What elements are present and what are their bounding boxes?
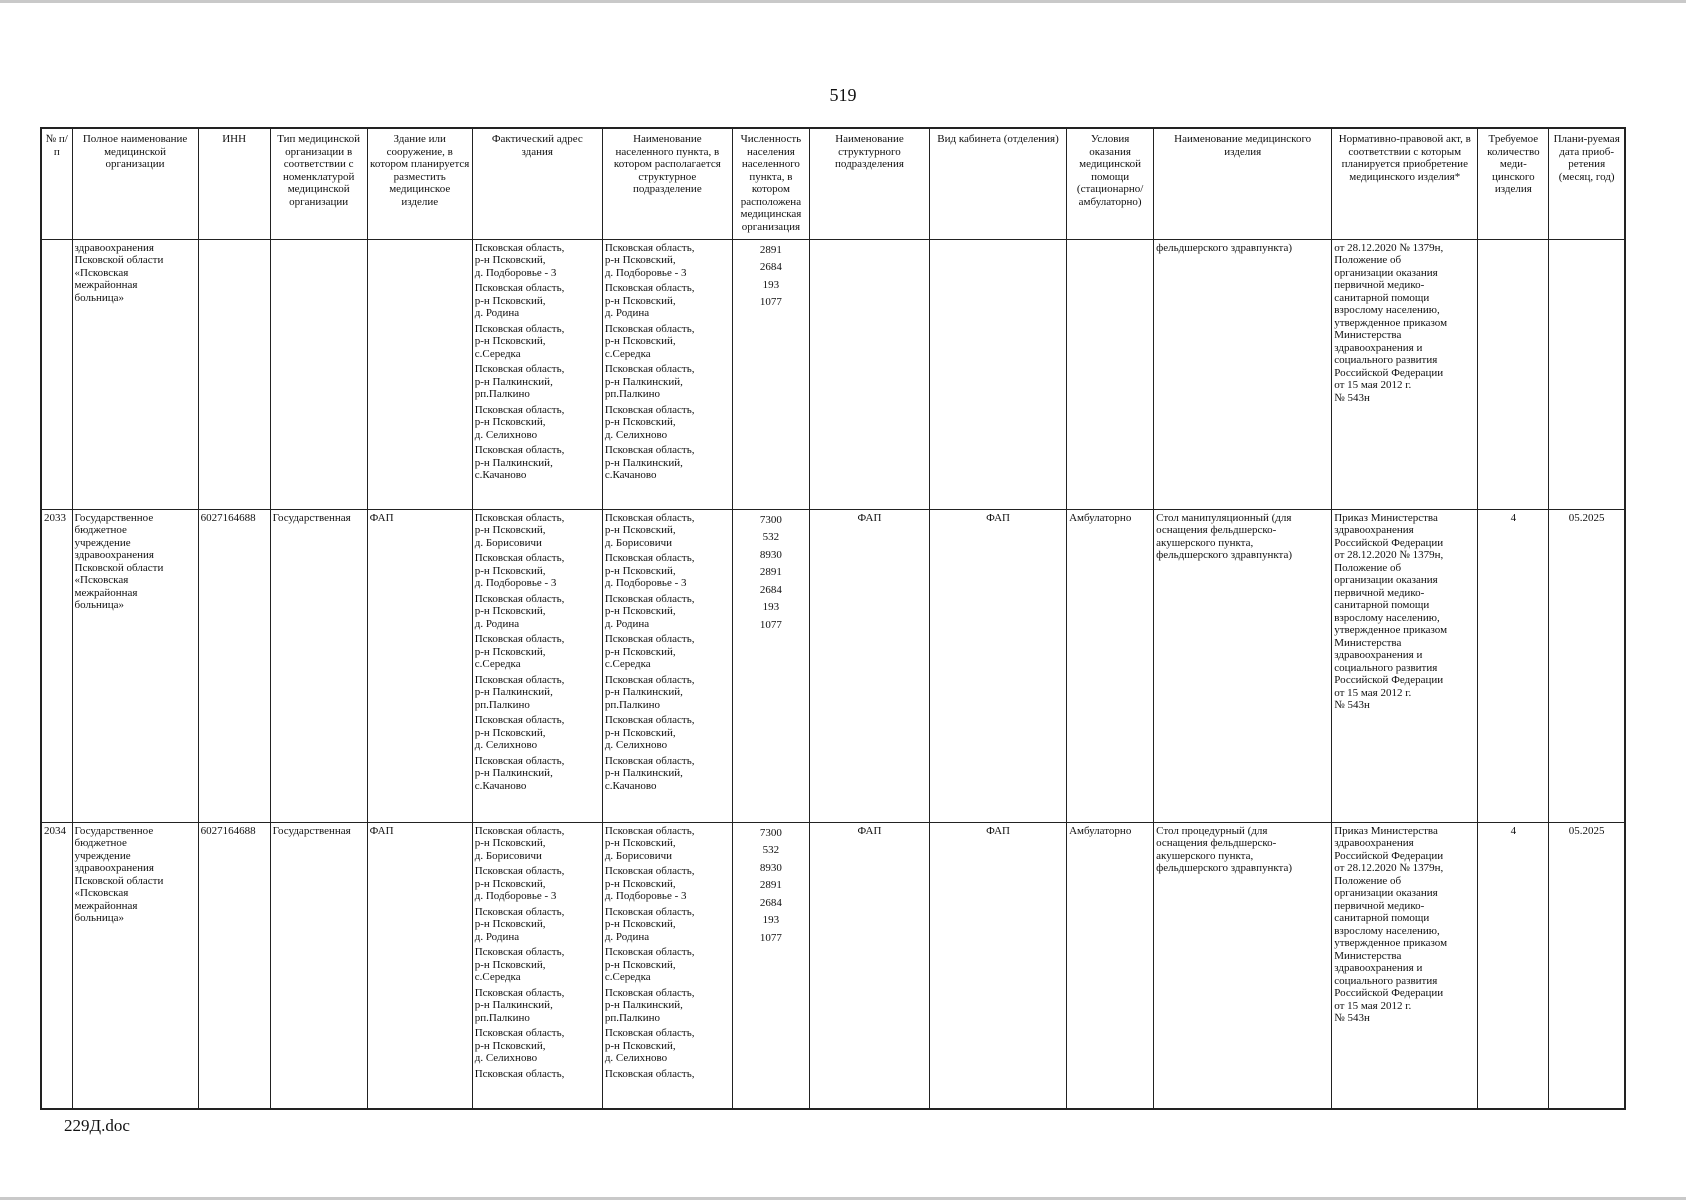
- cell-org-type: [270, 509, 367, 822]
- cell-conditions: [1067, 822, 1154, 1109]
- cell-device: [1154, 239, 1332, 509]
- cell-cabinet: [930, 822, 1067, 1109]
- settlement-block: Псковская область, р-н Псковский, д. Родина: [604, 282, 695, 319]
- table-row: [41, 822, 1625, 1109]
- col-header-conditions: Условия оказания медицинской помощи (стационарно/ амбулаторно): [1067, 128, 1154, 239]
- col-header-actual-address: Фактический адрес здания: [472, 128, 602, 239]
- cell-inn-text: 6027164688: [200, 511, 256, 524]
- cell-building: [367, 239, 472, 509]
- cell-building-text: ФАП: [369, 511, 394, 524]
- cell-population: [732, 509, 809, 822]
- population-value: 193: [762, 601, 780, 613]
- cell-settlement: [602, 509, 732, 822]
- cell-settlement: [602, 239, 732, 509]
- col-header-org-name: Полное наименование медицинской организации: [72, 128, 198, 239]
- settlement-block: Псковская область, р-н Палкинский, рп.Палкино: [604, 363, 695, 400]
- cell-settlement: [602, 822, 732, 1109]
- cell-org-name-text: Государственное бюджетное учреждение здравоохранения Псковской области «Псковская межрайонная больница»: [74, 824, 164, 924]
- cell-org-type: [270, 822, 367, 1109]
- settlement-block: Псковская область, р-н Псковский, д. Селихново: [604, 403, 695, 441]
- cell-num-text: 2034: [44, 824, 66, 837]
- cell-inn: [198, 239, 270, 509]
- cell-quantity: [1478, 239, 1549, 509]
- cell-quantity: [1478, 822, 1549, 1109]
- cell-num: [41, 509, 72, 822]
- population-value: 2891: [759, 566, 782, 578]
- cell-device-text: Стол манипуляционный (для оснащения фельдшерско- акушерского пункта, фельдшерского здравпункта): [1156, 511, 1293, 561]
- cell-cabinet: [930, 239, 1067, 509]
- cell-device-text: Стол процедурный (для оснащения фельдшерско- акушерского пункта, фельдшерского здравпункта): [1156, 824, 1293, 874]
- address-block: Псковская область,: [474, 1067, 565, 1080]
- col-header-legal-act: Нормативно-правовой акт, в соответствии с которым планируется приобретение медицинского изделия*: [1332, 128, 1478, 239]
- cell-legal-act: [1332, 509, 1478, 822]
- address-block: Псковская область, р-н Псковский, д. Подборовье - 3: [474, 552, 565, 589]
- cell-subdivision-text: ФАП: [857, 511, 882, 524]
- col-header-quantity: Требуемое количество меди-цинского изделия: [1478, 128, 1549, 239]
- cell-num-text: 2033: [44, 511, 66, 524]
- cell-actual-address: [472, 822, 602, 1109]
- cell-quantity: [1478, 509, 1549, 822]
- cell-inn: [198, 822, 270, 1109]
- address-block: Псковская область, р-н Палкинский, рп.Палкино: [474, 363, 565, 400]
- address-block: Псковская область, р-н Палкинский, рп.Палкино: [474, 673, 565, 711]
- settlement-block: Псковская область, р-н Псковский, д. Родина: [604, 592, 695, 630]
- address-block: Псковская область, р-н Псковский, д. Борисовичи: [474, 511, 565, 549]
- equipment-table: [40, 127, 1626, 1110]
- cell-date: [1549, 822, 1625, 1109]
- population-value: 2891: [759, 243, 782, 256]
- cell-legal-act: [1332, 239, 1478, 509]
- population-value: 7300: [759, 513, 782, 526]
- settlement-block: Псковская область, р-н Псковский, д. Подборовье - 3: [604, 865, 695, 902]
- cell-org-name-text: здравоохранения Псковской области «Псковская межрайонная больница»: [74, 241, 164, 304]
- address-block: Псковская область, р-н Псковский, с.Середка: [474, 322, 565, 360]
- address-block: Псковская область, р-н Палкинский, с.Качаново: [474, 444, 565, 481]
- population-value: 193: [762, 914, 780, 926]
- cell-org-type: [270, 239, 367, 509]
- cell-date: [1549, 239, 1625, 509]
- cell-device-text: фельдшерского здравпункта): [1156, 241, 1293, 254]
- col-header-device: Наименование медицинского изделия: [1154, 128, 1332, 239]
- population-value: 2684: [759, 261, 782, 273]
- cell-population: [732, 822, 809, 1109]
- cell-num: [41, 239, 72, 509]
- cell-subdivision-text: ФАП: [857, 824, 882, 837]
- cell-quantity-text: 4: [1510, 511, 1517, 524]
- cell-org-type-text: Государственная: [272, 824, 351, 837]
- population-value: 2891: [759, 879, 782, 891]
- cell-cabinet: [930, 509, 1067, 822]
- cell-population: [732, 239, 809, 509]
- col-header-settlement: Наименование населенного пункта, в котором располагается структурное подразделение: [602, 128, 732, 239]
- table-row-continued: [41, 239, 1625, 509]
- cell-device: [1154, 822, 1332, 1109]
- population-value: 2684: [759, 583, 782, 596]
- cell-cabinet-text: ФАП: [986, 824, 1010, 837]
- settlement-block: Псковская область, р-н Псковский, с.Середка: [604, 322, 695, 360]
- address-block: Псковская область, р-н Псковский, д. Родина: [474, 905, 565, 943]
- settlement-block: Псковская область, р-н Палкинский, рп.Палкино: [604, 986, 695, 1024]
- cell-cabinet-text: ФАП: [986, 511, 1010, 524]
- settlement-block: Псковская область, р-н Псковский, д. Родина: [604, 905, 695, 943]
- cell-subdivision: [809, 822, 929, 1109]
- address-block: Псковская область, р-н Псковский, д. Борисовичи: [474, 824, 565, 862]
- settlement-block: Псковская область, р-н Палкинский, с.Качаново: [604, 754, 695, 792]
- cell-subdivision: [809, 509, 929, 822]
- address-block: Псковская область, р-н Псковский, с.Середка: [474, 946, 565, 983]
- address-block: Псковская область, р-н Псковский, д. Родина: [474, 282, 565, 319]
- cell-actual-address: [472, 239, 602, 509]
- cell-conditions-text: Амбулаторно: [1069, 824, 1132, 837]
- cell-legal-act-text: Приказ Министерства здравоохранения Российской Федерации от 28.12.2020 № 1379н, Положение об организации оказания первичной медико- санитарной помощи взрослому населению, утвержденное приказом Министерства здравоохранения и социального развития Российской Федерации от 15 мая 2012 г. № 543н: [1334, 824, 1448, 1024]
- cell-inn: [198, 509, 270, 822]
- address-block: Псковская область, р-н Псковский, с.Середка: [474, 633, 565, 670]
- settlement-block: Псковская область, р-н Псковский, д. Борисовичи: [604, 824, 695, 862]
- col-header-building: Здание или сооружение, в котором планируется разместить медицинское изделие: [367, 128, 472, 239]
- population-value: 2684: [759, 896, 782, 909]
- cell-actual-address: [472, 509, 602, 822]
- table-row: [41, 509, 1625, 822]
- cell-date-text: 05.2025: [1568, 511, 1605, 524]
- cell-quantity-text: 4: [1510, 824, 1517, 837]
- col-header-population: Численность населения населенного пункта, в котором расположена медицинская организация: [732, 128, 809, 239]
- settlement-block: Псковская область, р-н Псковский, д. Борисовичи: [604, 511, 695, 549]
- population-value: 532: [762, 844, 780, 856]
- page-number: 519: [829, 85, 857, 105]
- footer-filename: 229Д.doc: [64, 1116, 130, 1135]
- cell-inn-text: 6027164688: [200, 824, 256, 837]
- col-header-org-type: Тип медицинской организации в соответствии с номенклатурой медицинской организации: [270, 128, 367, 239]
- col-header-subdivision: Наименование структурного подразделения: [809, 128, 929, 239]
- population-value: 8930: [759, 861, 782, 874]
- address-block: Псковская область, р-н Псковский, д. Селихново: [474, 403, 565, 441]
- col-header-inn: ИНН: [198, 128, 270, 239]
- table-body: [41, 239, 1625, 1109]
- cell-date-text: 05.2025: [1568, 824, 1605, 837]
- population-value: 1077: [759, 931, 782, 944]
- address-block: Псковская область, р-н Псковский, д. Родина: [474, 592, 565, 630]
- col-header-date: Плани-руемая дата приоб-ретения (месяц, год): [1549, 128, 1625, 239]
- address-block: Псковская область, р-н Псковский, д. Подборовье - 3: [474, 865, 565, 902]
- settlement-block: Псковская область,: [604, 1067, 695, 1080]
- address-block: Псковская область, р-н Палкинский, рп.Палкино: [474, 986, 565, 1024]
- cell-building-text: ФАП: [369, 824, 394, 837]
- settlement-block: Псковская область, р-н Палкинский, с.Качаново: [604, 444, 695, 481]
- cell-legal-act-text: Приказ Министерства здравоохранения Российской Федерации от 28.12.2020 № 1379н, Положение об организации оказания первичной медико- санитарной помощи взрослому населению, утвержденное приказом Министерства здравоохранения и социального развития Российской Федерации от 15 мая 2012 г. № 543н: [1334, 511, 1448, 711]
- address-block: Псковская область, р-н Псковский, д. Подборовье - 3: [474, 241, 565, 279]
- cell-legal-act: [1332, 822, 1478, 1109]
- cell-org-name-text: Государственное бюджетное учреждение здравоохранения Псковской области «Псковская межрайонная больница»: [74, 511, 164, 611]
- col-header-cabinet: Вид кабинета (отделения): [930, 128, 1067, 239]
- population-value: 1077: [759, 296, 782, 308]
- address-block: Псковская область, р-н Псковский, д. Селихново: [474, 1027, 565, 1064]
- address-block: Псковская область, р-н Палкинский, с.Качаново: [474, 754, 565, 792]
- settlement-block: Псковская область, р-н Палкинский, рп.Палкино: [604, 673, 695, 711]
- cell-org-type-text: Государственная: [272, 511, 351, 524]
- cell-num: [41, 822, 72, 1109]
- population-value: 1077: [759, 618, 782, 631]
- col-header-num: № п/п: [41, 128, 72, 239]
- settlement-block: Псковская область, р-н Псковский, д. Подборовье - 3: [604, 552, 695, 589]
- cell-subdivision: [809, 239, 929, 509]
- header-row: [41, 128, 1625, 239]
- population-value: 8930: [759, 548, 782, 561]
- cell-org-name: [72, 509, 198, 822]
- cell-org-name: [72, 239, 198, 509]
- cell-conditions: [1067, 509, 1154, 822]
- cell-legal-act-text: от 28.12.2020 № 1379н, Положение об организации оказания первичной медико- санитарной помощи взрослому населению, утвержденное приказом Министерства здравоохранения и социального развития Российской Федерации от 15 мая 2012 г. № 543н: [1334, 241, 1448, 404]
- population-value: 532: [762, 531, 780, 543]
- scan-edge-top: [0, 0, 1686, 3]
- cell-building: [367, 822, 472, 1109]
- address-block: Псковская область, р-н Псковский, д. Селихново: [474, 714, 565, 751]
- settlement-block: Псковская область, р-н Псковский, с.Середка: [604, 946, 695, 983]
- cell-date: [1549, 509, 1625, 822]
- population-value: 7300: [759, 826, 782, 839]
- cell-conditions-text: Амбулаторно: [1069, 511, 1132, 524]
- cell-conditions: [1067, 239, 1154, 509]
- settlement-block: Псковская область, р-н Псковский, д. Подборовье - 3: [604, 241, 695, 279]
- settlement-block: Псковская область, р-н Псковский, д. Селихново: [604, 1027, 695, 1064]
- cell-device: [1154, 509, 1332, 822]
- cell-building: [367, 509, 472, 822]
- population-value: 193: [762, 278, 780, 291]
- settlement-block: Псковская область, р-н Псковский, с.Середка: [604, 633, 695, 670]
- settlement-block: Псковская область, р-н Псковский, д. Селихново: [604, 714, 695, 751]
- cell-org-name: [72, 822, 198, 1109]
